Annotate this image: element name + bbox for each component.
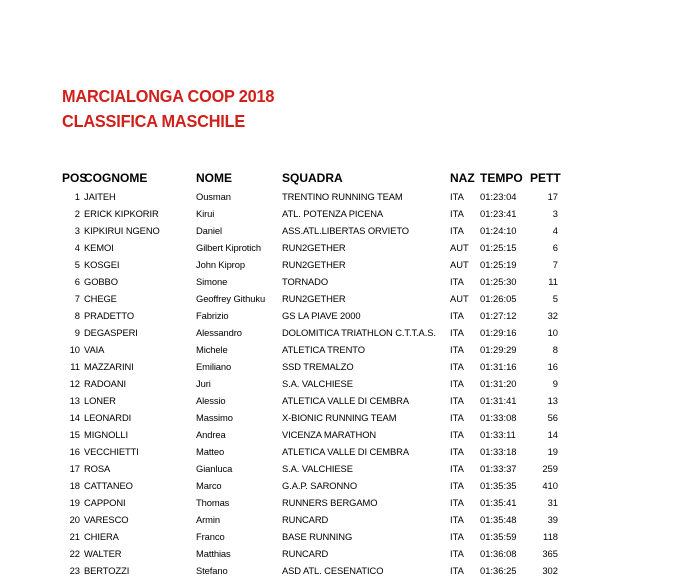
cell-naz: ITA (450, 514, 464, 525)
table-row (0, 324, 696, 341)
cell-squadra: ASD ATL. CESENATICO (282, 565, 384, 576)
cell-squadra: ATLETICA TRENTO (282, 344, 365, 355)
cell-tempo: 01:35:41 (480, 497, 517, 508)
cell-nome: Daniel (196, 225, 222, 236)
cell-naz: ITA (450, 548, 464, 559)
cell-nome: Ousman (196, 191, 231, 202)
table-row (0, 188, 696, 205)
cell-squadra: SSD TREMALZO (282, 361, 354, 372)
cell-pos: 18 (69, 480, 80, 491)
cell-naz: ITA (450, 344, 464, 355)
cell-nome: Armin (196, 514, 220, 525)
cell-naz: ITA (450, 412, 464, 423)
document-title (62, 84, 274, 134)
table-row (0, 205, 696, 222)
cell-cognome: MAZZARINI (84, 361, 134, 372)
cell-nome: Thomas (196, 497, 230, 508)
cell-tempo: 01:33:08 (480, 412, 517, 423)
header-squadra: SQUADRA (282, 171, 343, 185)
table-row (0, 307, 696, 324)
title-line-2: CLASSIFICA MASCHILE (62, 111, 246, 131)
cell-squadra: RUNCARD (282, 548, 329, 559)
table-row (0, 511, 696, 528)
cell-cognome: GOBBO (84, 276, 118, 287)
header-cognome: COGNOME (84, 171, 148, 185)
cell-nome: Emiliano (196, 361, 232, 372)
cell-nome: Kirui (196, 208, 215, 219)
cell-tempo: 01:27:12 (480, 310, 517, 321)
table-row (0, 460, 696, 477)
cell-naz: ITA (450, 497, 464, 508)
table-row (0, 494, 696, 511)
cell-squadra: RUN2GETHER (282, 259, 346, 270)
cell-naz: ITA (450, 446, 464, 457)
cell-tempo: 01:31:16 (480, 361, 517, 372)
cell-nome: Gilbert Kiprotich (196, 242, 261, 253)
cell-pett: 32 (547, 310, 558, 321)
cell-cognome: VECCHIETTI (84, 446, 139, 457)
cell-pett: 8 (552, 344, 558, 355)
cell-squadra: RUNNERS BERGAMO (282, 497, 378, 508)
cell-tempo: 01:29:29 (480, 344, 517, 355)
cell-naz: ITA (450, 531, 464, 542)
cell-pett: 56 (547, 412, 558, 423)
cell-pos: 22 (69, 548, 80, 559)
cell-cognome: BERTOZZI (84, 565, 130, 576)
cell-tempo: 01:25:19 (480, 259, 517, 270)
cell-squadra: TORNADO (282, 276, 329, 287)
cell-pett: 7 (552, 259, 558, 270)
cell-pos: 7 (74, 293, 80, 304)
cell-nome: Massimo (196, 412, 233, 423)
table-row (0, 409, 696, 426)
table-row (0, 341, 696, 358)
cell-cognome: WALTER (84, 548, 122, 559)
table-row (0, 273, 696, 290)
cell-nome: Franco (196, 531, 225, 542)
cell-nome: Alessandro (196, 327, 242, 338)
cell-naz: ITA (450, 480, 464, 491)
cell-cognome: RADOANI (84, 378, 127, 389)
cell-pos: 10 (69, 344, 80, 355)
cell-cognome: VARESCO (84, 514, 129, 525)
cell-nome: Juri (196, 378, 211, 389)
cell-naz: ITA (450, 327, 464, 338)
cell-pos: 9 (74, 327, 80, 338)
cell-tempo: 01:35:59 (480, 531, 517, 542)
cell-squadra: VICENZA MARATHON (282, 429, 377, 440)
cell-squadra: DOLOMITICA TRIATHLON C.T.T.A.S. (282, 327, 436, 338)
cell-cognome: CHEGE (84, 293, 117, 304)
cell-cognome: CAPPONI (84, 497, 126, 508)
cell-squadra: G.A.P. SARONNO (282, 480, 358, 491)
cell-nome: Simone (196, 276, 228, 287)
cell-pos: 15 (69, 429, 80, 440)
cell-tempo: 01:23:41 (480, 208, 517, 219)
cell-cognome: DEGASPERI (84, 327, 138, 338)
cell-pos: 16 (69, 446, 80, 457)
cell-cognome: LEONARDI (84, 412, 132, 423)
cell-naz: ITA (450, 395, 464, 406)
cell-tempo: 01:31:41 (480, 395, 517, 406)
cell-tempo: 01:25:15 (480, 242, 517, 253)
cell-naz: AUT (450, 259, 469, 270)
cell-squadra: RUN2GETHER (282, 293, 346, 304)
cell-pett: 39 (547, 514, 558, 525)
cell-cognome: JAITEH (84, 191, 116, 202)
table-row (0, 426, 696, 443)
cell-pett: 17 (547, 191, 558, 202)
cell-naz: ITA (450, 429, 464, 440)
table-row (0, 562, 696, 579)
cell-squadra: RUN2GETHER (282, 242, 346, 253)
cell-pett: 13 (547, 395, 558, 406)
cell-naz: ITA (450, 310, 464, 321)
header-nome: NOME (196, 171, 232, 185)
cell-squadra: RUNCARD (282, 514, 329, 525)
cell-cognome: CHIERA (84, 531, 119, 542)
cell-squadra: ATLETICA VALLE DI CEMBRA (282, 395, 409, 406)
cell-nome: Stefano (196, 565, 228, 576)
cell-squadra: ATLETICA VALLE DI CEMBRA (282, 446, 409, 457)
cell-naz: ITA (450, 565, 464, 576)
header-pett: PETT (530, 171, 561, 185)
cell-naz: AUT (450, 242, 469, 253)
cell-nome: Geoffrey Githuku (196, 293, 266, 304)
table-row (0, 239, 696, 256)
cell-tempo: 01:23:04 (480, 191, 517, 202)
title-line-1: MARCIALONGA COOP 2018 (62, 86, 275, 106)
table-header (0, 170, 696, 186)
cell-pos: 2 (74, 208, 80, 219)
table-row (0, 392, 696, 409)
cell-nome: Matteo (196, 446, 225, 457)
cell-tempo: 01:33:37 (480, 463, 517, 474)
cell-cognome: MIGNOLLI (84, 429, 129, 440)
cell-pett: 10 (547, 327, 558, 338)
cell-pos: 19 (69, 497, 80, 508)
cell-naz: ITA (450, 378, 464, 389)
cell-cognome: PRADETTO (84, 310, 135, 321)
cell-cognome: CATTANEO (84, 480, 133, 491)
cell-nome: Marco (196, 480, 222, 491)
cell-naz: ITA (450, 191, 464, 202)
cell-pett: 14 (547, 429, 558, 440)
cell-squadra: ASS.ATL.LIBERTAS ORVIETO (282, 225, 409, 236)
cell-cognome: ERICK KIPKORIR (84, 208, 159, 219)
cell-naz: ITA (450, 225, 464, 236)
cell-tempo: 01:35:48 (480, 514, 517, 525)
cell-pett: 3 (552, 208, 558, 219)
cell-pett: 11 (548, 276, 558, 287)
cell-naz: ITA (450, 361, 464, 372)
cell-pett: 31 (547, 497, 558, 508)
cell-cognome: ROSA (84, 463, 111, 474)
table-row (0, 256, 696, 273)
cell-pos: 14 (69, 412, 80, 423)
header-tempo: TEMPO (480, 171, 523, 185)
cell-pett: 4 (552, 225, 558, 236)
header-naz: NAZ (450, 171, 475, 185)
cell-tempo: 01:33:11 (480, 429, 516, 440)
cell-cognome: KEMOI (84, 242, 114, 253)
cell-tempo: 01:36:25 (480, 565, 517, 576)
header-pos: POS (62, 171, 88, 185)
cell-pett: 118 (543, 531, 558, 542)
cell-cognome: KOSGEI (84, 259, 120, 270)
cell-nome: Michele (196, 344, 228, 355)
cell-pos: 6 (74, 276, 80, 287)
cell-pos: 4 (74, 242, 80, 253)
cell-pos: 11 (70, 361, 80, 372)
cell-nome: Gianluca (196, 463, 233, 474)
cell-squadra: TRENTINO RUNNING TEAM (282, 191, 403, 202)
cell-tempo: 01:33:18 (480, 446, 517, 457)
cell-pos: 1 (74, 191, 80, 202)
cell-pett: 6 (552, 242, 558, 253)
cell-nome: Matthias (196, 548, 231, 559)
cell-squadra: S.A. VALCHIESE (282, 378, 353, 389)
cell-pett: 5 (552, 293, 558, 304)
cell-pett: 259 (542, 463, 558, 474)
cell-tempo: 01:25:30 (480, 276, 517, 287)
cell-pett: 410 (542, 480, 558, 491)
cell-naz: ITA (450, 208, 464, 219)
cell-pett: 302 (542, 565, 558, 576)
cell-nome: Alessio (196, 395, 226, 406)
cell-cognome: VAIA (84, 344, 105, 355)
table-row (0, 222, 696, 239)
cell-pos: 17 (69, 463, 80, 474)
cell-pos: 21 (69, 531, 80, 542)
cell-nome: Fabrizio (196, 310, 229, 321)
table-row (0, 545, 696, 562)
cell-tempo: 01:36:08 (480, 548, 517, 559)
cell-pett: 19 (547, 446, 558, 457)
table-row (0, 358, 696, 375)
cell-pos: 20 (69, 514, 80, 525)
cell-tempo: 01:26:05 (480, 293, 517, 304)
cell-pett: 16 (547, 361, 558, 372)
cell-pos: 3 (74, 225, 80, 236)
cell-tempo: 01:29:16 (480, 327, 517, 338)
cell-pett: 365 (542, 548, 558, 559)
table-row (0, 477, 696, 494)
cell-tempo: 01:35:35 (480, 480, 517, 491)
cell-nome: John Kiprop (196, 259, 245, 270)
cell-pos: 8 (74, 310, 80, 321)
cell-tempo: 01:31:20 (480, 378, 517, 389)
cell-cognome: LONER (84, 395, 116, 406)
table-row (0, 443, 696, 460)
cell-squadra: S.A. VALCHIESE (282, 463, 353, 474)
cell-squadra: X-BIONIC RUNNING TEAM (282, 412, 397, 423)
cell-naz: ITA (450, 276, 464, 287)
results-table (0, 188, 696, 579)
cell-squadra: GS LA PIAVE 2000 (282, 310, 361, 321)
cell-naz: ITA (450, 463, 464, 474)
table-row (0, 528, 696, 545)
cell-squadra: BASE RUNNING (282, 531, 353, 542)
cell-naz: AUT (450, 293, 469, 304)
cell-squadra: ATL. POTENZA PICENA (282, 208, 384, 219)
cell-nome: Andrea (196, 429, 226, 440)
cell-cognome: KIPKIRUI NGENO (84, 225, 160, 236)
table-row (0, 290, 696, 307)
cell-tempo: 01:24:10 (480, 225, 517, 236)
cell-pos: 5 (74, 259, 80, 270)
cell-pos: 13 (69, 395, 80, 406)
table-row (0, 375, 696, 392)
cell-pos: 23 (69, 565, 80, 576)
cell-pett: 9 (552, 378, 558, 389)
cell-pos: 12 (69, 378, 80, 389)
